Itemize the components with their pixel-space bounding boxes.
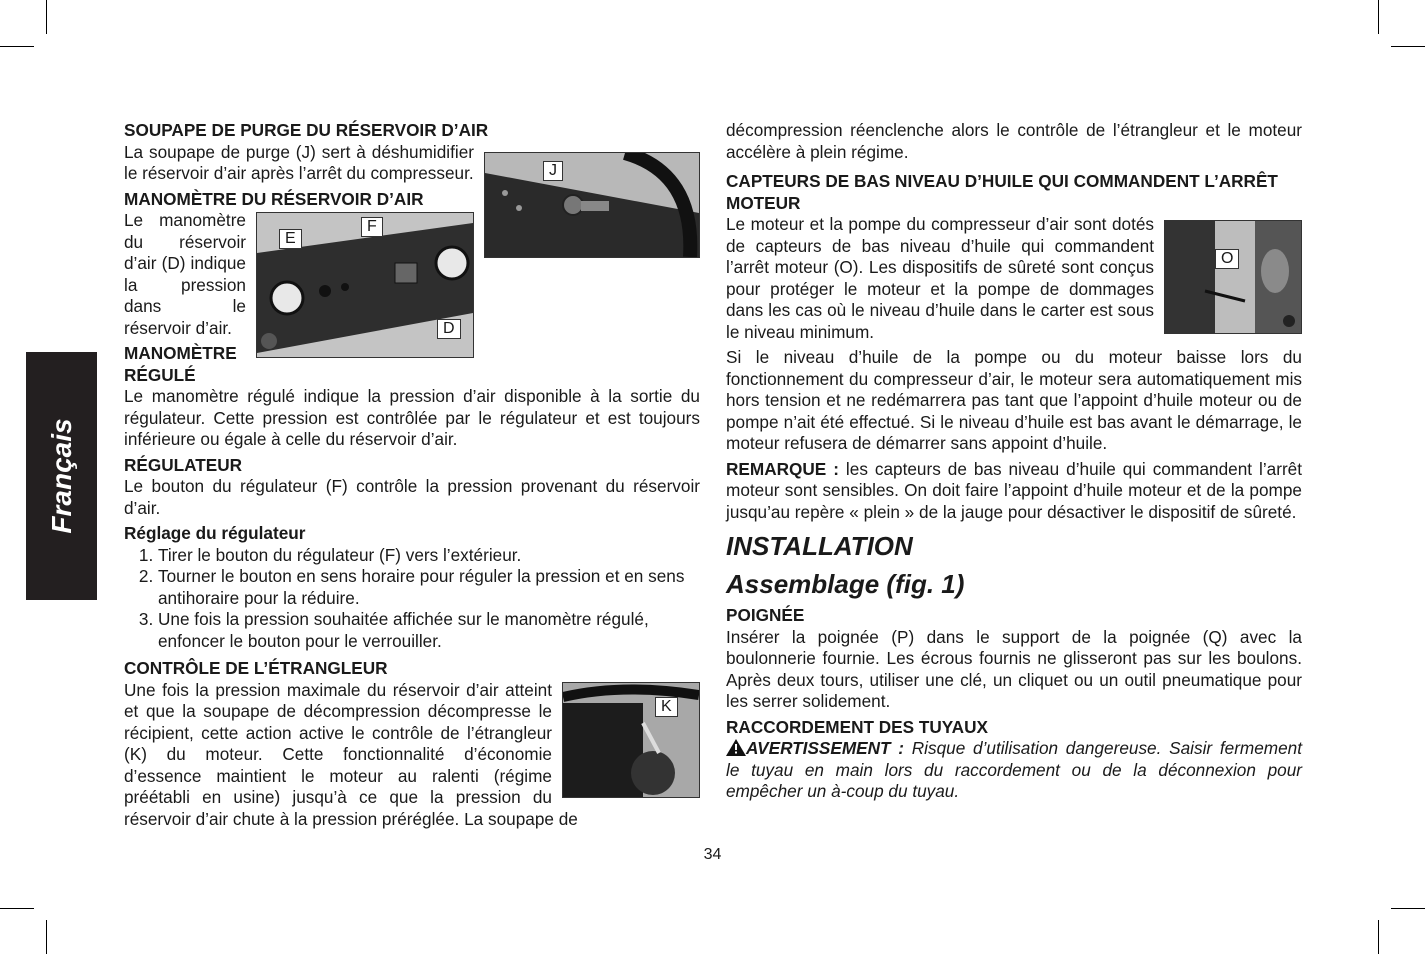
regulated-gauge-text: Le manomètre régulé indique la pression d’air disponible à la sortie du régulateur. Cette pression est contrôlée par le régulateur et est toujours inférieure ou égale à celle du réservoir d’air. <box>124 386 700 449</box>
crop-mark <box>1378 920 1379 954</box>
figure-k <box>562 682 700 798</box>
oil-sensors-text-1: Le moteur et la pompe du compresseur d’air sont dotés de capteurs de bas niveau d’huile qui commandent l’arrêt moteur (O). Les dispositifs de sûreté sont conçus pour protéger le moteur et la pompe de dommages dans les cas où le niveau d’huile dans le carter est sous le niveau minimum. <box>726 214 1154 342</box>
warning-body: Risque d’utilisation dangereuse. Saisir fermement le tuyau en main lors du raccordement ou de la déconnexion pour empêcher un à-coup du tuyau. <box>726 738 1303 801</box>
page-number: 34 <box>703 846 722 863</box>
crop-mark <box>46 0 47 34</box>
figure-o <box>1164 220 1302 334</box>
list-item: 3. Une fois la pression souhaitée affichée sur le manomètre régulé, enfoncer le bouton pour le verrouiller. <box>158 609 700 652</box>
figure-j <box>484 152 700 258</box>
figure-label-j: J <box>543 161 563 181</box>
throttle-text-continued: décompression réenclenche alors le contrôle de l’étrangleur et le moteur accélère à plein régime. <box>726 120 1302 162</box>
figure-label-e: E <box>279 229 302 249</box>
left-column <box>124 120 700 834</box>
language-tab <box>26 352 97 600</box>
section-title-regulated-gauge: MANOMÈTRE RÉGULÉ <box>124 343 237 385</box>
figure-label-k: K <box>655 697 678 717</box>
right-column <box>726 120 1302 807</box>
section-title-hose-connection: RACCORDEMENT DES TUYAUX <box>726 716 988 737</box>
section-title-handle: POIGNÉE <box>726 605 805 625</box>
tank-gauge-text: Le manomètre du réservoir d’air (D) indique la pression dans le réservoir d’air. <box>124 210 246 338</box>
heading-installation: INSTALLATION <box>726 531 913 561</box>
figure-label-f: F <box>361 217 383 237</box>
note-label: REMARQUE : <box>726 458 839 479</box>
regulator-steps <box>124 545 700 653</box>
language-tab-label: Français <box>45 418 77 534</box>
regulator-text: Le bouton du régulateur (F) contrôle la pression provenant du réservoir d’air. <box>124 476 700 518</box>
figure-k-illustration <box>563 683 699 797</box>
section-title-throttle: CONTRÔLE DE L’ÉTRANGLEUR <box>124 658 388 678</box>
figure-o-illustration <box>1165 221 1301 333</box>
list-item: 2. Tourner le bouton en sens horaire pour réguler la pression et en sens antihoraire pour la réduire. <box>158 566 700 609</box>
section-title-oil-sensors: CAPTEURS DE BAS NIVEAU D’HUILE QUI COMMANDENT L’ARRÊT MOTEUR <box>726 171 1278 213</box>
crop-mark <box>0 908 34 909</box>
figure-label-o: O <box>1215 249 1239 269</box>
crop-mark <box>1378 0 1379 34</box>
note-text: les capteurs de bas niveau d’huile qui commandent l’arrêt moteur sont sensibles. On doit faire l’appoint d’huile moteur et de la pompe jusqu’au repère « plein » de la jauge pour désactiver le dispositif de sûreté. <box>726 458 1303 522</box>
warning-label: AVERTISSEMENT : <box>746 738 905 758</box>
list-item: 1. Tirer le bouton du régulateur (F) vers l’extérieur. <box>158 545 700 567</box>
crop-mark <box>0 46 34 47</box>
purge-valve-text: La soupape de purge (J) sert à déshumidifier le réservoir d’air après l’arrêt du compresseur. <box>124 141 474 183</box>
warning-text <box>726 738 1302 803</box>
crop-mark <box>1391 908 1425 909</box>
warning-triangle-icon <box>726 739 746 756</box>
crop-mark <box>1391 46 1425 47</box>
throttle-text: Une fois la pression maximale du réservoir d’air atteint et que la soupape de décompression décompresse le récipient, cette action active le contrôle de l’étrangleur (K) du moteur. Cette fonctionnalité d’économie d’essence maintient le moteur au ralenti (régime préétabli en usine) jusqu’à ce que la pression du réservoir d’air chute à la pression préréglée. La soupape de <box>124 679 578 829</box>
section-title-tank-gauge: MANOMÈTRE DU RÉSERVOIR D’AIR <box>124 188 424 209</box>
oil-sensors-text-2: Si le niveau d’huile de la pompe ou du moteur baisse lors du fonctionnement du compresseur d’air, le moteur sera automatiquement mis hors tension et ne redémarrera pas tant que l’appoint d’huile moteur ou de pompe n’ait été effectué. Si le niveau d’huile est bas avant le démarrage, le moteur refusera de démarrer sans appoint d’huile. <box>726 347 1302 453</box>
handle-text: Insérer la poignée (P) dans le support de la poignée (Q) avec la boulonnerie fournie. Les écrous fournis ne glisseront pas sur les boulons. Après deux tours, utiliser une clé, un cliquet ou un outil pneumatique pour les serrer solidement. <box>726 626 1302 711</box>
section-title-purge-valve: SOUPAPE DE PURGE DU RÉSERVOIR D’AIR <box>124 120 489 140</box>
oil-sensors-note <box>726 459 1302 524</box>
regulator-adjust-subtitle: Réglage du régulateur <box>124 523 306 543</box>
heading-assembly: Assemblage (fig. 1) <box>726 569 965 599</box>
section-title-regulator: RÉGULATEUR <box>124 454 243 475</box>
figure-label-d: D <box>437 319 461 339</box>
figure-efd <box>256 212 474 358</box>
crop-mark <box>46 920 47 954</box>
figure-j-illustration <box>485 153 699 257</box>
